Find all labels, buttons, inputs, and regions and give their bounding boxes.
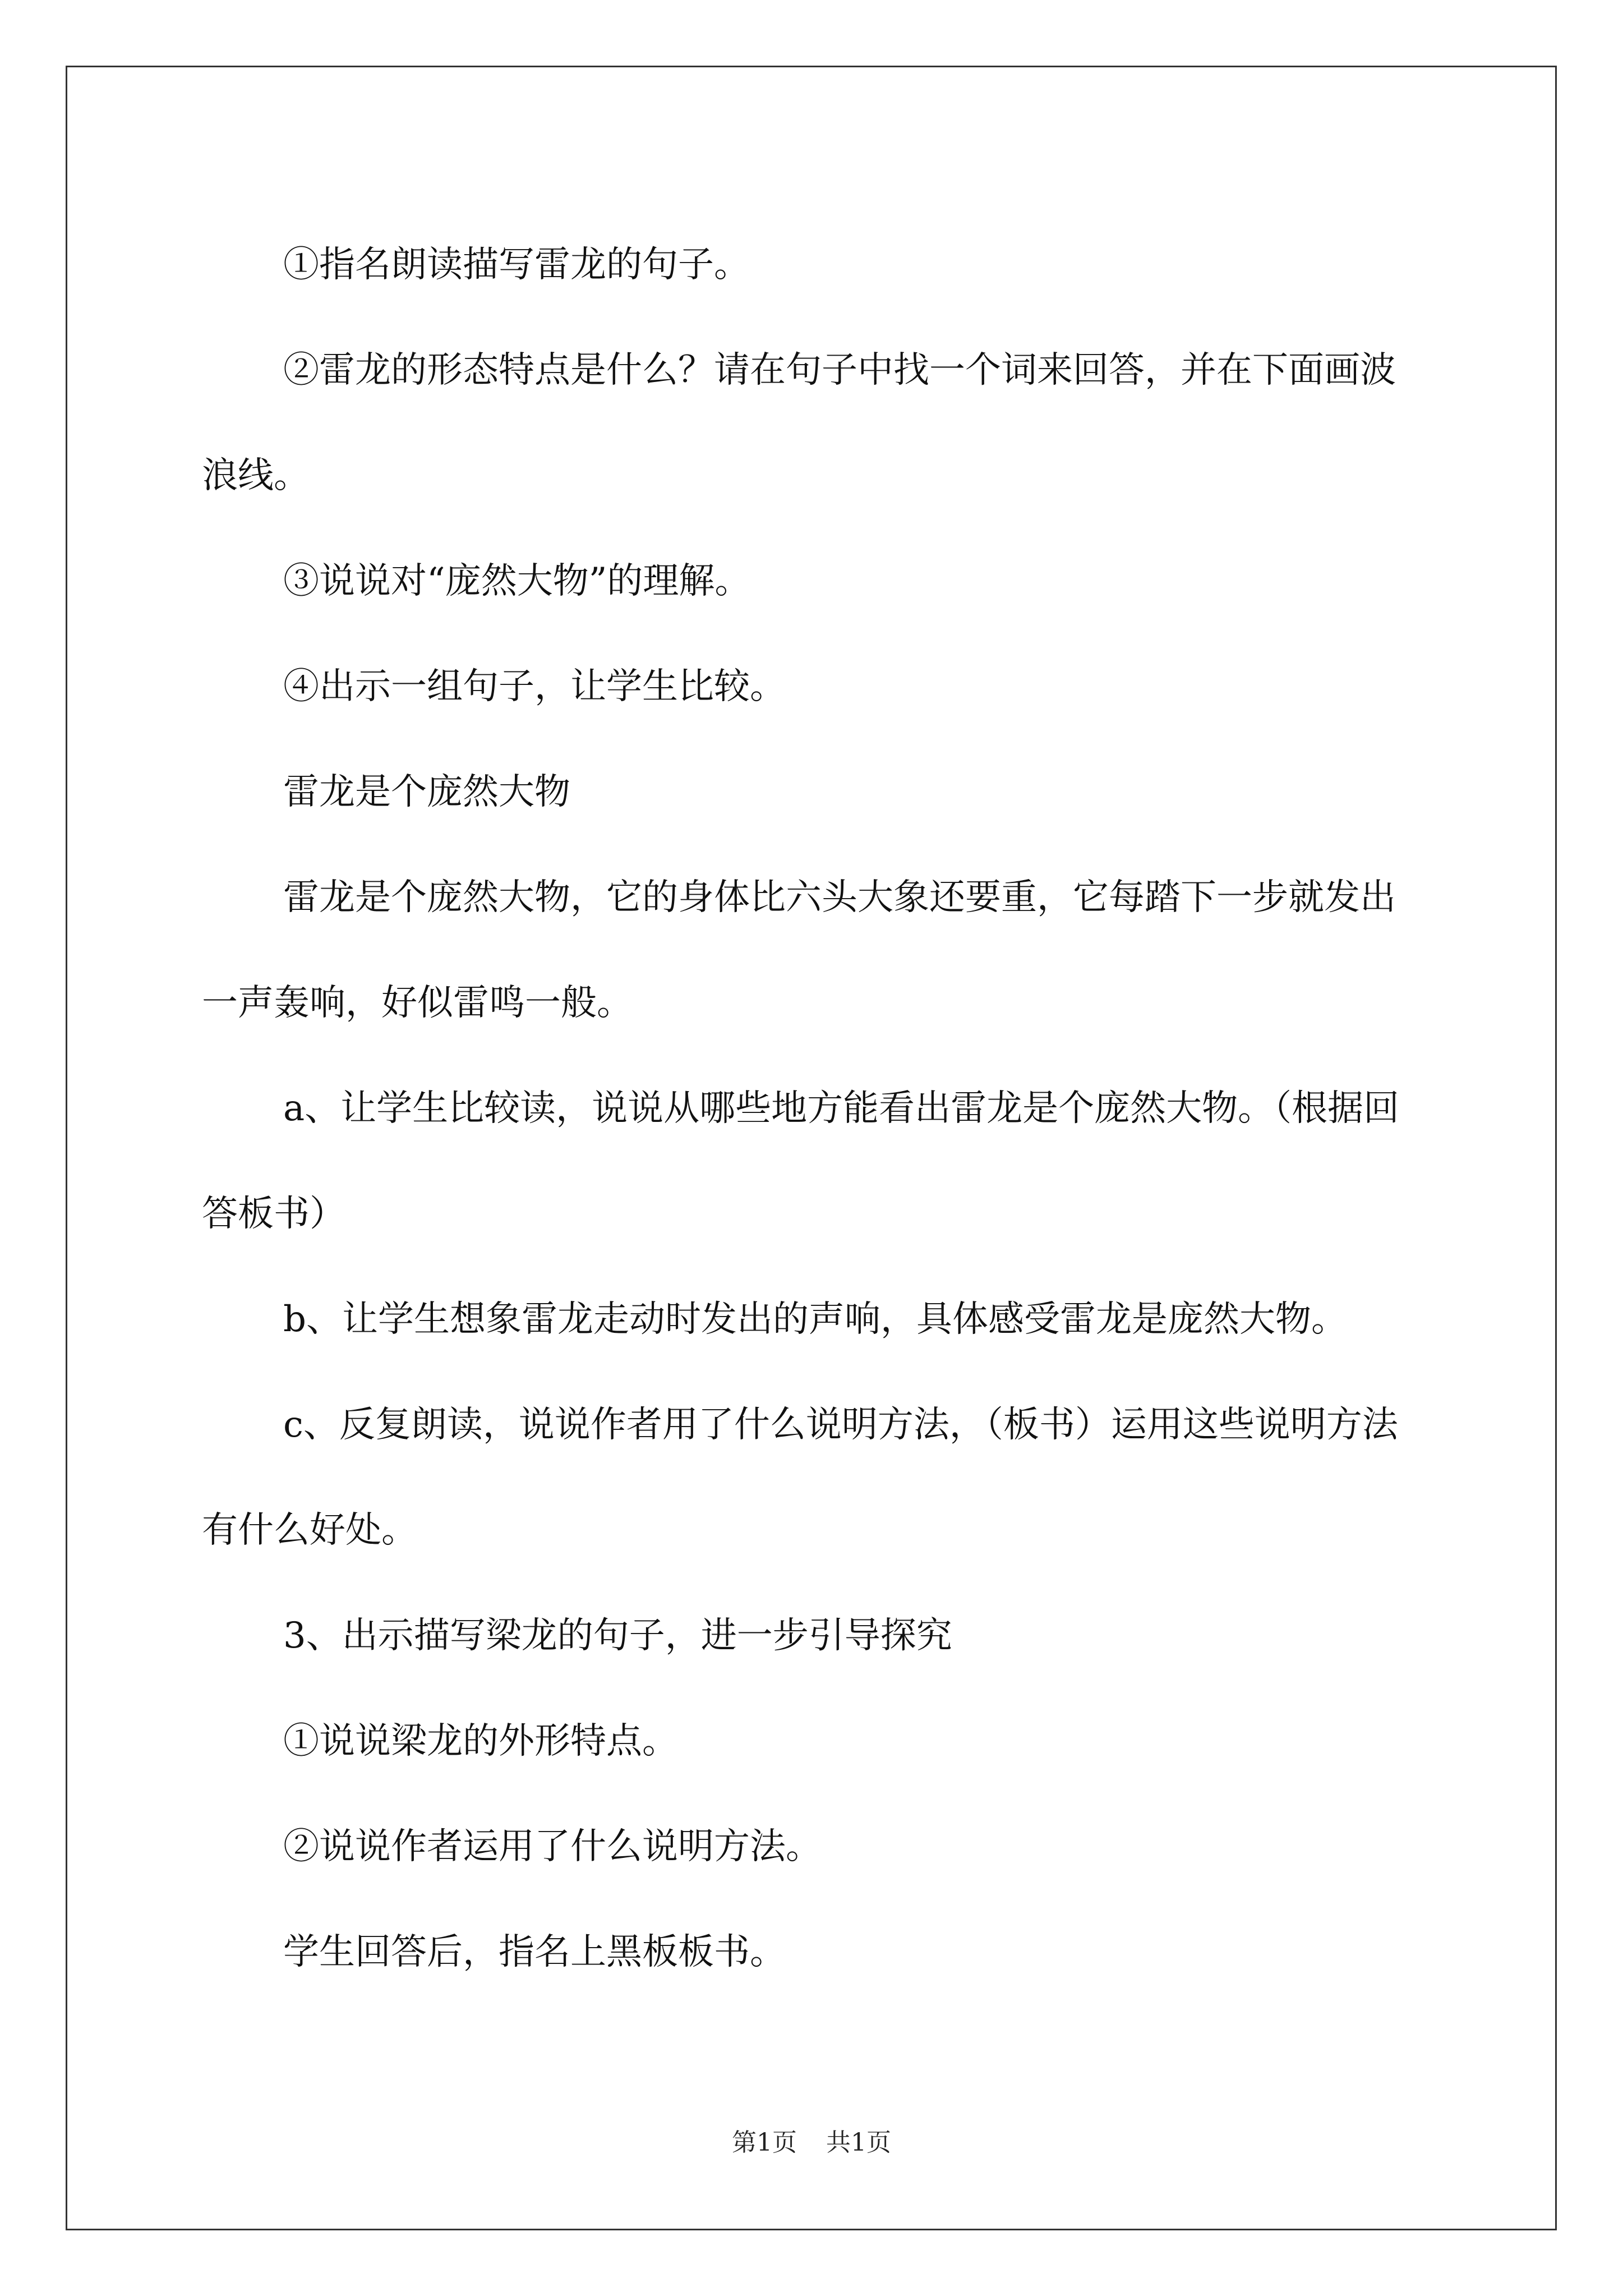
paragraph: b、让学生想象雷龙走动时发出的声响，具体感受雷龙是庞然大物。 bbox=[283, 1299, 1347, 1340]
paragraph: ①说说梁龙的外形特点。 bbox=[283, 1720, 678, 1762]
paragraph: 3、出示描写梁龙的句子，进一步引导探究 bbox=[283, 1615, 952, 1657]
page-footer bbox=[0, 2126, 1623, 2160]
paragraph: ①指名朗读描写雷龙的句子。 bbox=[283, 244, 750, 286]
paragraph: 雷龙是个庞然大物，它的身体比六头大象还要重，它每踏下一步就发出一声轰响，好似雷鸣一般。 bbox=[202, 877, 1396, 1024]
paragraph: a、让学生比较读，说说从哪些地方能看出雷龙是个庞然大物。（根据回答板书） bbox=[202, 1088, 1400, 1235]
page-number-current: 第1页 bbox=[732, 2128, 797, 2157]
paragraph: ④出示一组句子，让学生比较。 bbox=[283, 666, 786, 707]
page-number-total: 共1页 bbox=[826, 2128, 891, 2157]
paragraph: c、反复朗读，说说作者用了什么说明方法，（板书）运用这些说明方法有什么好处。 bbox=[202, 1404, 1398, 1551]
paragraph: 雷龙是个庞然大物 bbox=[283, 771, 570, 813]
paragraph: 学生回答后，指名上黑板板书。 bbox=[283, 1931, 786, 1973]
paragraph: ②雷龙的形态特点是什么？请在句子中找一个词来回答，并在下面画波浪线。 bbox=[202, 349, 1396, 496]
paragraph: ③说说对“庞然大物”的理解。 bbox=[283, 560, 751, 602]
paragraph: ②说说作者运用了什么说明方法。 bbox=[283, 1826, 822, 1867]
document-body bbox=[202, 212, 1419, 2005]
